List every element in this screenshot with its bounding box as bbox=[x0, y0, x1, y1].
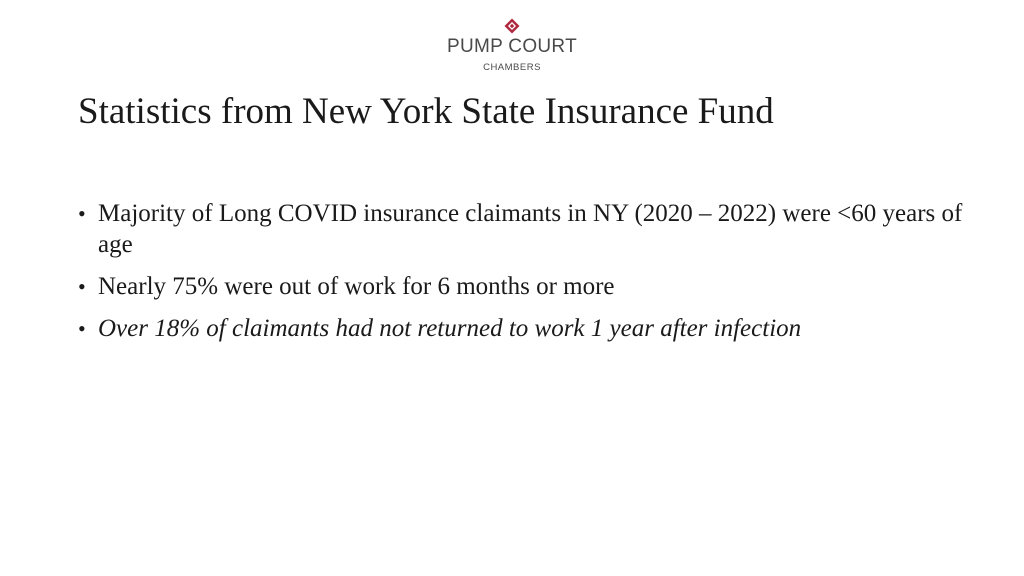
bullet-dot-icon: • bbox=[78, 201, 86, 226]
logo-name: PUMP COURT bbox=[446, 36, 578, 57]
bullet-dot-icon: • bbox=[78, 316, 86, 341]
bullet-text: Majority of Long COVID insurance claimants in NY (2020 – 2022) were <60 years of age bbox=[98, 200, 963, 258]
bullet-item bbox=[78, 271, 978, 302]
bullet-text: Nearly 75% were out of work for 6 months or more bbox=[98, 273, 615, 300]
bullet-item bbox=[78, 198, 978, 260]
bullet-item bbox=[78, 313, 978, 344]
bullet-text: Over 18% of claimants had not returned to work 1 year after infection bbox=[98, 315, 802, 342]
bullet-list bbox=[78, 198, 978, 355]
slide-title: Statistics from New York State Insurance Fund bbox=[78, 91, 774, 132]
pump-court-logo bbox=[420, 14, 604, 76]
diamond-logo-icon bbox=[504, 18, 520, 34]
logo-subtitle: CHAMBERS bbox=[483, 62, 541, 73]
bullet-dot-icon: • bbox=[78, 274, 86, 299]
